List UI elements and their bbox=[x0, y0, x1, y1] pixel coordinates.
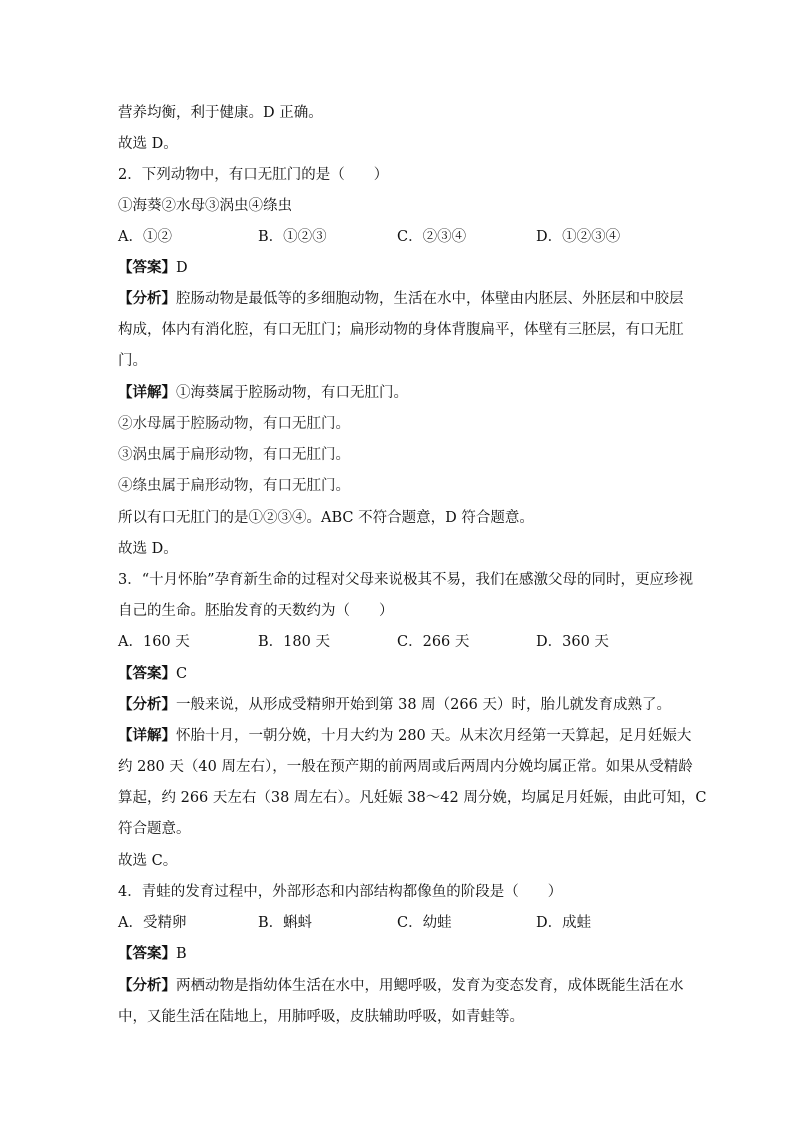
question-3-options bbox=[118, 632, 676, 652]
detail-text: 符合题意。 bbox=[118, 821, 191, 837]
analysis-text: 中，又能生活在陆地上，用肺呼吸，皮肤辅助呼吸，如青蛙等。 bbox=[118, 1009, 524, 1025]
analysis-tag: 【分析】 bbox=[118, 290, 176, 307]
choose-line: 故选 C。 bbox=[118, 853, 178, 869]
detail-text: ①海葵属于腔肠动物，有口无肛门。 bbox=[176, 385, 408, 401]
option-d: D．成蛙 bbox=[536, 915, 592, 931]
question-3: 3．“十月怀胎”孕育新生命的过程对父母来说极其不易，我们在感激父母的同时，更应珍视 bbox=[118, 572, 694, 588]
option-d: D．360 天 bbox=[536, 634, 609, 650]
answer-tag: 【答案】 bbox=[118, 665, 176, 682]
detail-text: 约 280 天（40 周左右），一般在预产期的前两周或后两周内分娩均属正常。如果从受精龄 bbox=[118, 759, 693, 775]
detail-tag: 【详解】 bbox=[118, 727, 176, 744]
analysis-text: 腔肠动物是最低等的多细胞动物，生活在水中，体壁由内胚层、外胚层和中胶层 bbox=[176, 291, 684, 307]
answer-value: C bbox=[176, 666, 188, 682]
detail-tag: 【详解】 bbox=[118, 384, 176, 401]
answer-line bbox=[118, 944, 187, 964]
question-2-options bbox=[118, 227, 676, 247]
option-b: B．180 天 bbox=[258, 634, 330, 650]
analysis-tag: 【分析】 bbox=[118, 696, 176, 713]
analysis-line bbox=[118, 976, 684, 996]
answer-tag: 【答案】 bbox=[118, 945, 176, 962]
detail-text: ③涡虫属于扁形动物，有口无肛门。 bbox=[118, 447, 350, 463]
question-3-cont: 自己的生命。胚胎发育的天数约为（ ） bbox=[118, 603, 394, 619]
analysis-text: 门。 bbox=[118, 353, 147, 369]
analysis-text: 一般来说，从形成受精卵开始到第 38 周（266 天）时，胎儿就发育成熟了。 bbox=[176, 697, 671, 713]
answer-value: B bbox=[176, 946, 187, 962]
option-c: C．②③④ bbox=[397, 229, 467, 245]
detail-line bbox=[118, 726, 691, 746]
option-b: B．①②③ bbox=[258, 229, 327, 245]
question-2-items: ①海葵②水母③涡虫④绦虫 bbox=[118, 198, 292, 214]
question-4-options bbox=[118, 913, 676, 933]
detail-text: 所以有口无肛门的是①②③④。ABC 不符合题意，D 符合题意。 bbox=[118, 510, 534, 526]
detail-text: 算起，约 266 天左右（38 周左右）。凡妊娠 38～42 周分娩，均属足月妊娠，由此可知，C bbox=[118, 790, 707, 806]
option-a: A．160 天 bbox=[118, 634, 190, 650]
option-a: A．①② bbox=[118, 229, 172, 245]
detail-line bbox=[118, 383, 408, 403]
detail-text: 怀胎十月，一朝分娩，十月大约为 280 天。从末次月经第一天算起，足月妊娠大 bbox=[176, 728, 692, 744]
detail-text: ②水母属于腔肠动物，有口无肛门。 bbox=[118, 416, 350, 432]
answer-line bbox=[118, 664, 187, 684]
option-a: A．受精卵 bbox=[118, 915, 187, 931]
option-c: C．266 天 bbox=[397, 634, 470, 650]
answer-tag: 【答案】 bbox=[118, 259, 176, 276]
analysis-line bbox=[118, 289, 684, 309]
option-d: D．①②③④ bbox=[536, 229, 621, 245]
question-4: 4．青蛙的发育过程中，外部形态和内部结构都像鱼的阶段是（ ） bbox=[118, 884, 563, 900]
option-b: B．蝌蚪 bbox=[258, 915, 313, 931]
answer-line bbox=[118, 258, 188, 278]
choose-line: 故选 D。 bbox=[118, 541, 178, 557]
option-c: C．幼蛙 bbox=[397, 915, 452, 931]
analysis-text: 两栖动物是指幼体生活在水中，用鳃呼吸，发育为变态发育，成体既能生活在水 bbox=[176, 978, 684, 994]
analysis-tag: 【分析】 bbox=[118, 977, 176, 994]
detail-text: ④绦虫属于扁形动物，有口无肛门。 bbox=[118, 478, 350, 494]
text-line: 故选 D。 bbox=[118, 136, 178, 152]
analysis-line bbox=[118, 695, 671, 715]
answer-value: D bbox=[176, 260, 188, 276]
text-line: 营养均衡，利于健康。D 正确。 bbox=[118, 105, 323, 121]
analysis-text: 构成，体内有消化腔，有口无肛门；扁形动物的身体背腹扁平，体壁有三胚层，有口无肛 bbox=[118, 322, 684, 338]
question-2: 2．下列动物中，有口无肛门的是（ ） bbox=[118, 167, 389, 183]
